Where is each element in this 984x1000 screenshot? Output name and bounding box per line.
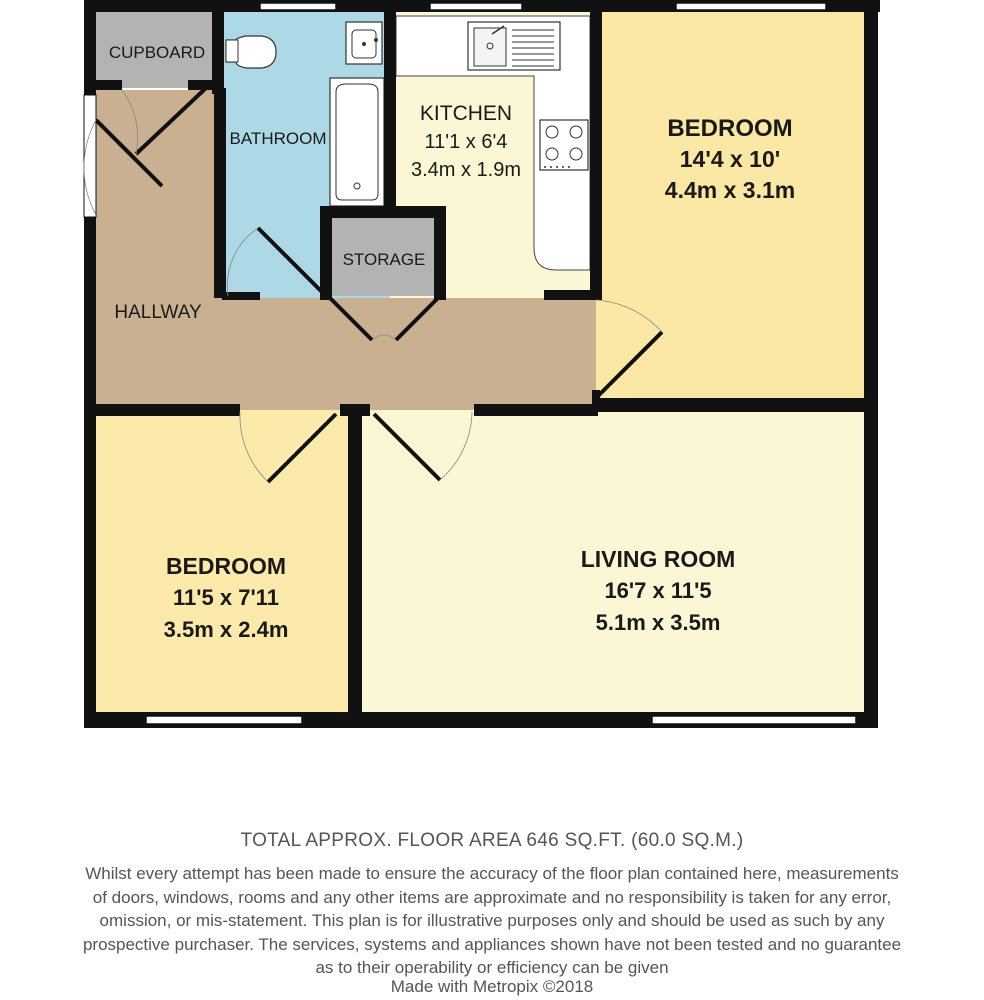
disclaimer <box>0 862 984 980</box>
kitchen-label: KITCHEN <box>419 102 513 125</box>
bedroom-second-label: BEDROOM <box>165 553 287 579</box>
bedroom-main-metric: 4.4m x 3.1m <box>664 177 796 203</box>
bathroom-label: BATHROOM <box>229 129 327 148</box>
window-kitchen <box>430 3 522 10</box>
living-room-label: LIVING ROOM <box>580 546 736 572</box>
credit-line: Made with Metropix ©2018 <box>390 977 594 996</box>
window-bedroom-main <box>676 3 826 10</box>
disclaimer-line: prospective purchaser. The services, systems and appliances shown have not been tested and no guarantee <box>82 934 902 954</box>
window-living-room <box>652 716 856 724</box>
disclaimer-line: Whilst every attempt has been made to ensure the accuracy of the floor plan contained here, measurements <box>85 864 899 883</box>
entrance-opening <box>84 95 96 217</box>
window-bedroom-second <box>146 716 302 724</box>
kitchen-metric: 3.4m x 1.9m <box>410 159 522 181</box>
window-bathroom <box>260 3 336 10</box>
cupboard-label: CUPBOARD <box>108 43 206 62</box>
bedroom-main-imperial: 14'4 x 10' <box>679 146 781 172</box>
bedroom-second-imperial: 11'5 x 7'11 <box>173 585 279 610</box>
bedroom-main-fill <box>596 12 868 408</box>
disclaimer-line: of doors, windows, rooms and any other items are approximate and no responsibility is taken for any error, <box>92 887 892 907</box>
total-floor-area: TOTAL APPROX. FLOOR AREA 646 SQ.FT. (60.0 SQ.M.) <box>240 830 744 851</box>
kitchen-imperial: 11'1 x 6'4 <box>424 131 508 153</box>
hob-icon <box>540 120 588 170</box>
basin-icon <box>346 22 382 64</box>
living-room-metric: 5.1m x 3.5m <box>595 610 721 635</box>
storage-label: STORAGE <box>342 250 426 269</box>
disclaimer-line: as to their operability or efficiency can be given <box>315 958 669 977</box>
bath-icon <box>330 78 384 206</box>
living-room-imperial: 16'7 x 11'5 <box>604 578 712 603</box>
hallway-label: HALLWAY <box>114 302 202 323</box>
bedroom-second-metric: 3.5m x 2.4m <box>163 617 289 642</box>
bedroom-main-label: BEDROOM <box>667 115 793 142</box>
disclaimer-line: omission, or mis-statement. This plan is for illustrative purposes only and should be used as such by any <box>99 911 885 930</box>
